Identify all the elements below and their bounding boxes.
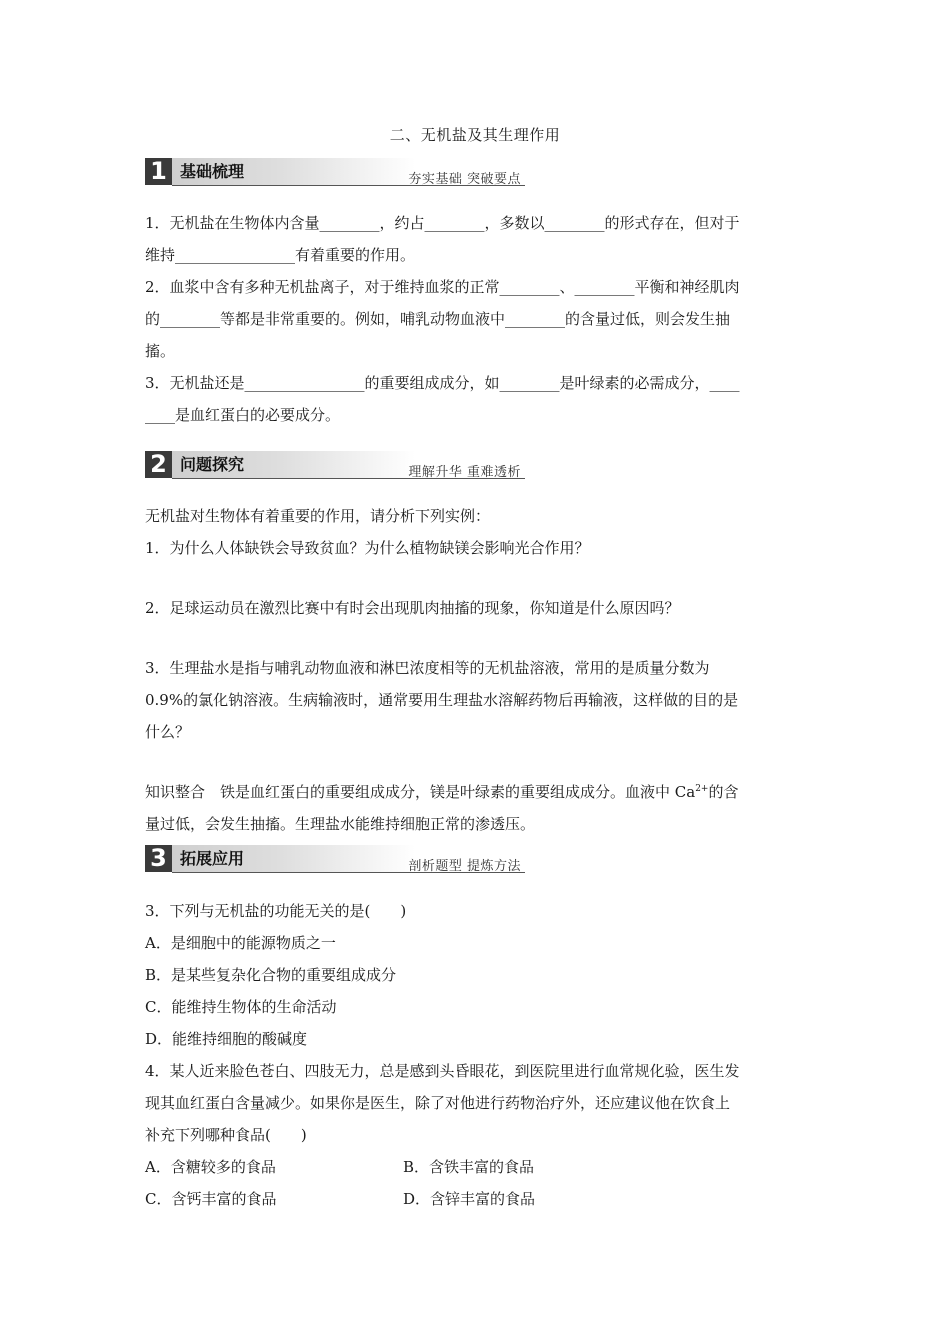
- section-header-3: [145, 845, 525, 875]
- summary-text: 的含: [708, 783, 739, 801]
- apply-question-4: 补充下列哪种食品( ): [145, 1126, 307, 1144]
- explore-question-3: 3．生理盐水是指与哺乳动物血液和淋巴浓度相等的无机盐溶液，常用的是质量分数为: [145, 659, 710, 677]
- section-subtitle: 理解升华 重难透析: [408, 465, 521, 480]
- basics-line: 3．无机盐还是________________的重要组成成分，如________是叶绿素的必需成分，____: [145, 374, 740, 392]
- option-a: A．含糖较多的食品: [145, 1158, 276, 1176]
- explore-question-3: 什么？: [145, 723, 191, 741]
- explore-question-3: 0.9%的氯化钠溶液。生病输液时，通常要用生理盐水溶解药物后再输液，这样做的目的是: [145, 691, 739, 709]
- apply-question-3: 3．下列与无机盐的功能无关的是( ): [145, 902, 407, 920]
- basics-line: 搐。: [145, 342, 176, 360]
- option-row: [145, 1156, 810, 1177]
- basics-line: 的________等都是非常重要的。例如，哺乳动物血液中________的含量过低，则会发生抽: [145, 310, 731, 328]
- option-d: D．能维持细胞的酸碱度: [145, 1030, 308, 1048]
- option-row: [145, 1188, 810, 1209]
- section-header-2: [145, 451, 525, 481]
- basics-line: 2．血浆中含有多种无机盐离子，对于维持血浆的正常________、________平衡和神经肌肉: [145, 278, 740, 296]
- summary-text: 知识整合 铁是血红蛋白的重要组成成分，镁是叶绿素的重要组成成分。血液中 Ca: [145, 783, 696, 801]
- section-label: 基础梳理: [172, 158, 415, 185]
- section-label: 拓展应用: [172, 845, 415, 872]
- section-number: 2: [145, 451, 172, 478]
- section-header-1: [145, 158, 525, 188]
- option-d: D．含锌丰富的食品: [403, 1190, 536, 1208]
- option-c: C．含钙丰富的食品: [145, 1190, 277, 1208]
- section-subtitle: 夯实基础 突破要点: [408, 172, 521, 187]
- apply-question-4: 现其血红蛋白含量减少。如果你是医生，除了对他进行药物治疗外，还应建议他在饮食上: [145, 1094, 731, 1112]
- section-label: 问题探究: [172, 451, 415, 478]
- page-title: 二、无机盐及其生理作用: [389, 126, 561, 144]
- apply-question-4: 4．某人近来脸色苍白、四肢无力，总是感到头昏眼花，到医院里进行血常规化验，医生发: [145, 1062, 740, 1080]
- calcium-charge-superscript: 2+: [695, 784, 709, 794]
- basics-line: ____是血红蛋白的必要成分。: [145, 406, 341, 424]
- option-b: B．含铁丰富的食品: [403, 1158, 535, 1176]
- option-a: A．是细胞中的能源物质之一: [145, 934, 336, 952]
- knowledge-summary: [145, 781, 810, 802]
- knowledge-summary: 量过低，会发生抽搐。生理盐水能维持细胞正常的渗透压。: [145, 815, 536, 833]
- explore-intro: 无机盐对生物体有着重要的作用，请分析下列实例：: [145, 507, 491, 525]
- option-b: B．是某些复杂化合物的重要组成成分: [145, 966, 397, 984]
- section-number: 3: [145, 845, 172, 872]
- option-c: C．能维持生物体的生命活动: [145, 998, 337, 1016]
- section-number: 1: [145, 158, 172, 185]
- explore-question-2: 2．足球运动员在激烈比赛中有时会出现肌肉抽搐的现象，你知道是什么原因吗？: [145, 599, 680, 617]
- explore-question-1: 1．为什么人体缺铁会导致贫血？为什么植物缺镁会影响光合作用？: [145, 539, 590, 557]
- basics-line: 1．无机盐在生物体内含量________，约占________，多数以________的形式存在，但对于: [145, 214, 740, 232]
- basics-line: 维持________________有着重要的作用。: [145, 246, 416, 264]
- section-subtitle: 剖析题型 提炼方法: [408, 859, 521, 874]
